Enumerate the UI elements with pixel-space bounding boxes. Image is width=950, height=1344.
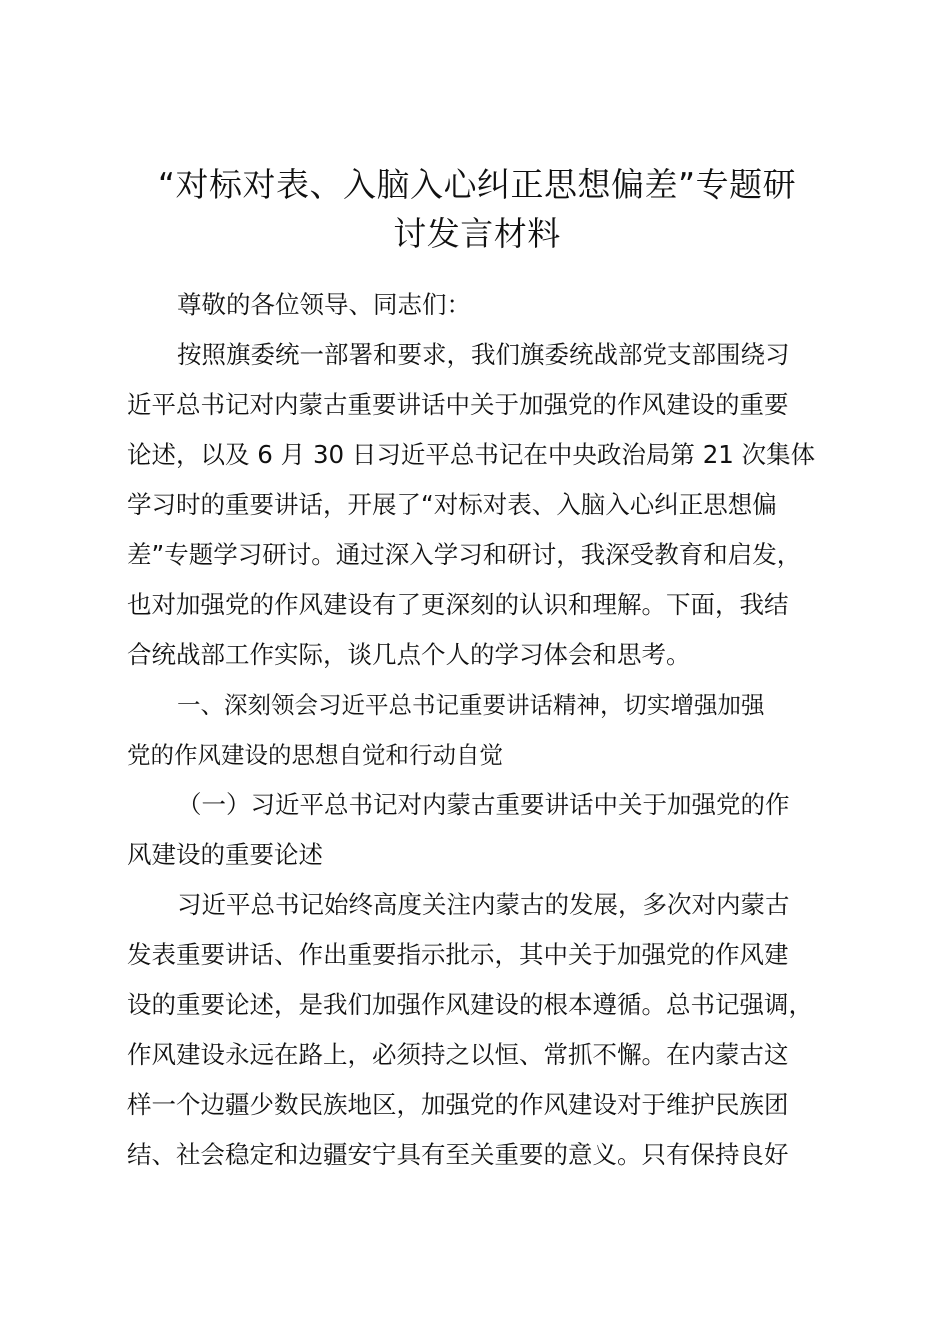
document-body — [127, 280, 843, 1180]
section-heading-line: 党的作风建设的思想自觉和行动自觉 — [127, 741, 503, 769]
paragraph-line: 发表重要讲话、作出重要指示批示，其中关于加强党的作风建 — [127, 940, 789, 969]
paragraph-line: 尊敬的各位领导、同志们： — [177, 290, 471, 319]
paragraph-line: 样一个边疆少数民族地区，加强党的作风建设对于维护民族团 — [127, 1090, 789, 1119]
paragraph-line: 作风建设永远在路上，必须持之以恒、常抓不懈。在内蒙古这 — [127, 1040, 789, 1069]
paragraph-line: 学习时的重要讲话，开展了“对标对表、入脑入心纠正思想偏 — [127, 490, 777, 519]
paragraph-line: 设的重要论述，是我们加强作风建设的根本遵循。总书记强调， — [127, 990, 813, 1019]
section-heading-line: 一、深刻领会习近平总书记重要讲话精神，切实增强加强 — [177, 691, 765, 719]
title-line-1: “对标对表、入脑入心纠正思想偏差”专题研 — [157, 165, 797, 204]
paragraph-line: 风建设的重要论述 — [127, 840, 323, 869]
paragraph-line: 近平总书记对内蒙古重要讲话中关于加强党的作风建设的重要 — [127, 390, 789, 419]
title-line-2: 讨发言材料 — [393, 214, 561, 253]
paragraph-line: 习近平总书记始终高度关注内蒙古的发展，多次对内蒙古 — [177, 890, 790, 919]
paragraph-line: 结、社会稳定和边疆安宁具有至关重要的意义。只有保持良好 — [127, 1140, 789, 1169]
paragraph-line: 也对加强党的作风建设有了更深刻的认识和理解。下面，我结 — [127, 590, 789, 619]
paragraph-line: 论述，以及 6 月 30 日习近平总书记在中央政治局第 21 次集体 — [127, 440, 816, 469]
paragraph-line: 合统战部工作实际，谈几点个人的学习体会和思考。 — [127, 640, 691, 669]
paragraph-line: 按照旗委统一部署和要求，我们旗委统战部党支部围绕习 — [177, 340, 790, 369]
paragraph-line: 差”专题学习研讨。通过深入学习和研讨，我深受教育和启发， — [127, 540, 802, 569]
document-title — [120, 160, 834, 258]
paragraph-line: （一）习近平总书记对内蒙古重要讲话中关于加强党的作 — [177, 790, 790, 819]
